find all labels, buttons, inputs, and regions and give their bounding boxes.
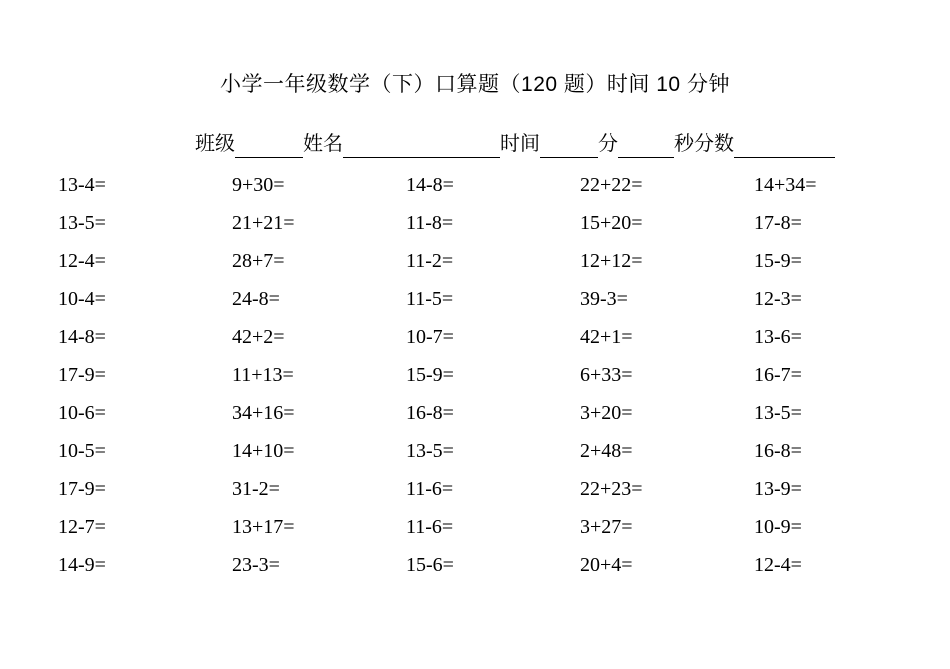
problem-row	[58, 318, 874, 356]
problem-row	[58, 394, 874, 432]
problem-cell: 11-6=	[406, 516, 454, 538]
problem-cell: 17-9=	[58, 364, 106, 386]
problem-cell: 42+1=	[580, 326, 633, 348]
problem-row	[58, 508, 874, 546]
problem-cell: 10-9=	[754, 516, 802, 538]
problem-cell: 6+33=	[580, 364, 633, 386]
problem-grid	[58, 166, 874, 584]
problem-cell: 11+13=	[232, 364, 294, 386]
problem-cell: 16-8=	[406, 402, 454, 424]
name-blank	[343, 133, 500, 158]
problem-cell: 12+12=	[580, 250, 643, 272]
problem-cell: 13-5=	[754, 402, 802, 424]
problem-cell: 13-4=	[58, 174, 106, 196]
problem-cell: 28+7=	[232, 250, 285, 272]
problem-cell: 13-5=	[406, 440, 454, 462]
problem-cell: 2+48=	[580, 440, 633, 462]
problem-cell: 11-2=	[406, 250, 454, 272]
problem-cell: 15-9=	[406, 364, 454, 386]
problem-cell: 13-5=	[58, 212, 106, 234]
name-label: 姓名	[303, 133, 343, 155]
problem-cell: 3+27=	[580, 516, 633, 538]
problem-cell: 34+16=	[232, 402, 295, 424]
problem-row	[58, 280, 874, 318]
problem-cell: 12-7=	[58, 516, 106, 538]
problem-cell: 13-6=	[754, 326, 802, 348]
problem-cell: 39-3=	[580, 288, 628, 310]
problem-cell: 14+10=	[232, 440, 295, 462]
problem-row	[58, 356, 874, 394]
class-label: 班级	[195, 133, 235, 155]
problem-cell: 17-8=	[754, 212, 802, 234]
problem-cell: 11-8=	[406, 212, 454, 234]
problem-row	[58, 546, 874, 584]
second-score-label: 秒分数	[674, 133, 734, 155]
problem-cell: 14-8=	[58, 326, 106, 348]
minute-label: 分	[598, 133, 618, 155]
problem-cell: 9+30=	[232, 174, 285, 196]
score-blank	[734, 133, 835, 158]
problem-row	[58, 470, 874, 508]
problem-cell: 3+20=	[580, 402, 633, 424]
problem-cell: 15-9=	[754, 250, 802, 272]
problem-cell: 24-8=	[232, 288, 280, 310]
problem-cell: 15+20=	[580, 212, 643, 234]
problem-cell: 16-7=	[754, 364, 802, 386]
class-blank	[235, 133, 303, 158]
problem-row	[58, 166, 874, 204]
problem-cell: 23-3=	[232, 554, 280, 576]
problem-cell: 15-6=	[406, 554, 454, 576]
problem-row	[58, 432, 874, 470]
problem-cell: 21+21=	[232, 212, 295, 234]
problem-cell: 10-5=	[58, 440, 106, 462]
problem-cell: 14-8=	[406, 174, 454, 196]
seconds-blank	[618, 133, 674, 158]
problem-row	[58, 242, 874, 280]
problem-cell: 20+4=	[580, 554, 633, 576]
problem-cell: 16-8=	[754, 440, 802, 462]
problem-cell: 14+34=	[754, 174, 817, 196]
worksheet-title: 小学一年级数学（下）口算题（120 题）时间 10 分钟	[220, 73, 730, 96]
problem-cell: 10-6=	[58, 402, 106, 424]
problem-cell: 11-5=	[406, 288, 454, 310]
problem-cell: 13+17=	[232, 516, 295, 538]
problem-cell: 12-4=	[754, 554, 802, 576]
problem-cell: 31-2=	[232, 478, 280, 500]
minutes-blank	[540, 133, 598, 158]
problem-cell: 14-9=	[58, 554, 106, 576]
problem-cell: 42+2=	[232, 326, 285, 348]
problem-cell: 13-9=	[754, 478, 802, 500]
problem-cell: 10-4=	[58, 288, 106, 310]
problem-cell: 22+22=	[580, 174, 643, 196]
problem-row	[58, 204, 874, 242]
problem-cell: 12-3=	[754, 288, 802, 310]
problem-cell: 12-4=	[58, 250, 106, 272]
problem-cell: 22+23=	[580, 478, 643, 500]
student-info-line	[195, 130, 835, 158]
time-label: 时间	[500, 133, 540, 155]
problem-cell: 10-7=	[406, 326, 454, 348]
problem-cell: 17-9=	[58, 478, 106, 500]
problem-cell: 11-6=	[406, 478, 454, 500]
